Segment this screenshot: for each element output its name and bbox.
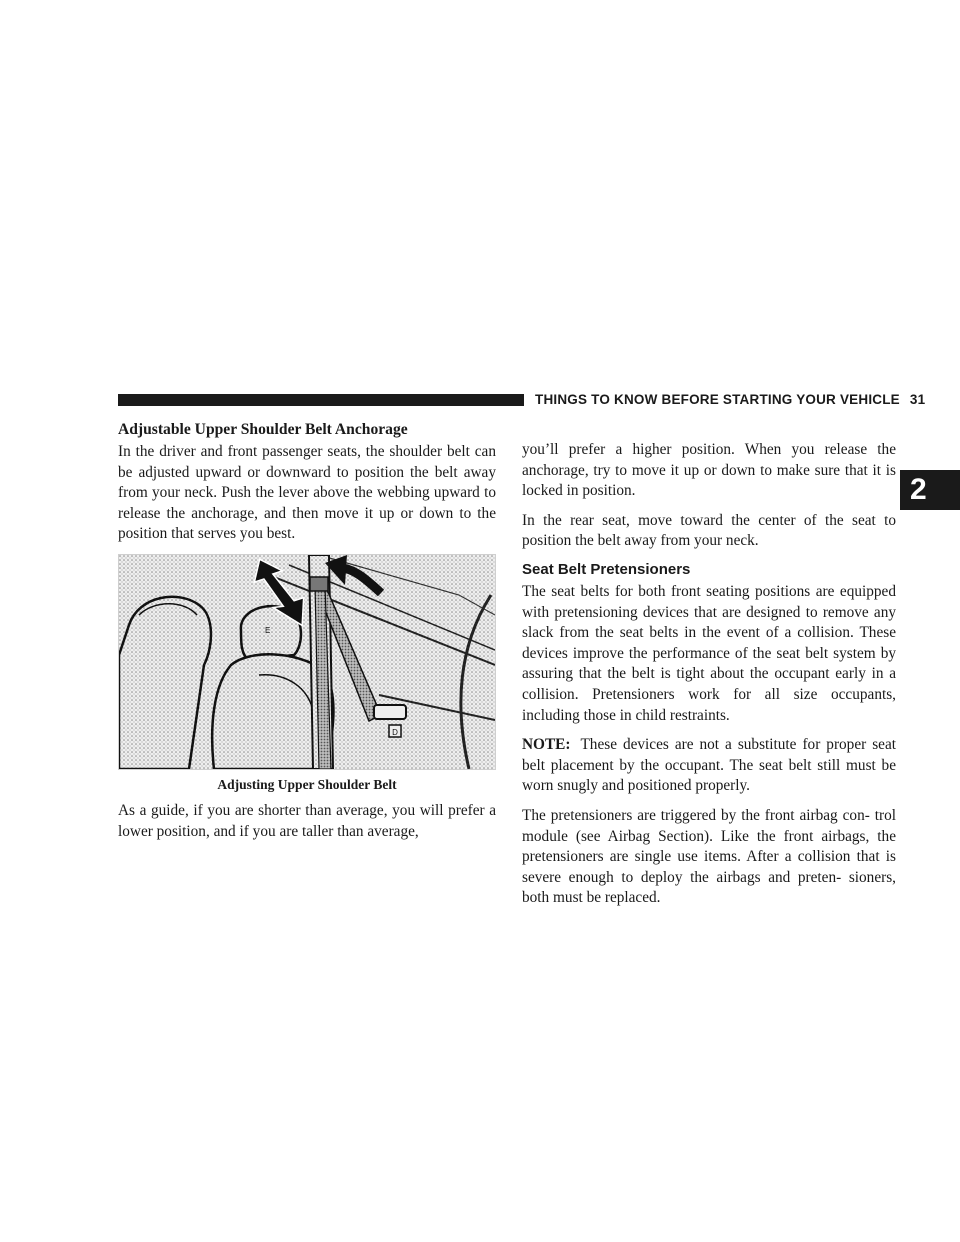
chapter-tab: 2 <box>900 470 960 510</box>
running-header <box>535 392 925 408</box>
left-column <box>118 420 496 851</box>
header-rule <box>118 394 524 406</box>
svg-text:D: D <box>392 727 398 737</box>
paragraph: In the driver and front passenger seats, the shoulder belt can be adjusted upward or downward to position the belt away from your neck. Push the lever above the webbing upward to release the anchorage, and then move it up or down to the position that serves you best. <box>118 443 496 543</box>
right-column <box>522 420 896 918</box>
seat-belt-illustration <box>118 554 496 770</box>
paragraph: you’ll prefer a higher position. When you release the anchorage, try to move it up or down to make sure that it is locked in position. <box>522 441 896 500</box>
section-heading-pretensioners: Seat Belt Pretensioners <box>522 560 691 578</box>
paragraph: The pretensioners are triggered by the front airbag con- trol module (see Airbag Section). Like the front airbags, the pretensioners are single use items. After a collision that is severe enough to deploy the airbags and preten- sioners, both must be replaced. <box>522 806 896 907</box>
figure-caption: Adjusting Upper Shoulder Belt <box>217 776 397 792</box>
paragraph: The seat belts for both front seating positions are equipped with pretensioning devices that are designed to remove any slack from the seat belts in the event of a collision. These devices improve the performance of the seat belt system by assuring that the belt is tight about the occupant early in a collision. Pretensioners work for all size occupants, including those in child restraints. <box>522 582 896 724</box>
paragraph: As a guide, if you are shorter than average, you will prefer a lower position, and if you are taller than average, <box>118 801 496 840</box>
paragraph: In the rear seat, move toward the center of the seat to position the belt away from your neck. <box>522 511 896 550</box>
page-number: 31 <box>909 392 926 407</box>
note-text: These devices are not a substitute for proper seat belt placement by the occupant. The seat belt still must be worn snugly and positioned properly. <box>522 736 896 795</box>
note-paragraph <box>522 735 896 797</box>
note-label: NOTE: <box>522 736 571 754</box>
section-heading-anchorage: Adjustable Upper Shoulder Belt Anchorage <box>118 421 408 438</box>
svg-text:E: E <box>265 625 271 635</box>
running-title: THINGS TO KNOW BEFORE STARTING YOUR VEHICLE <box>535 392 900 407</box>
